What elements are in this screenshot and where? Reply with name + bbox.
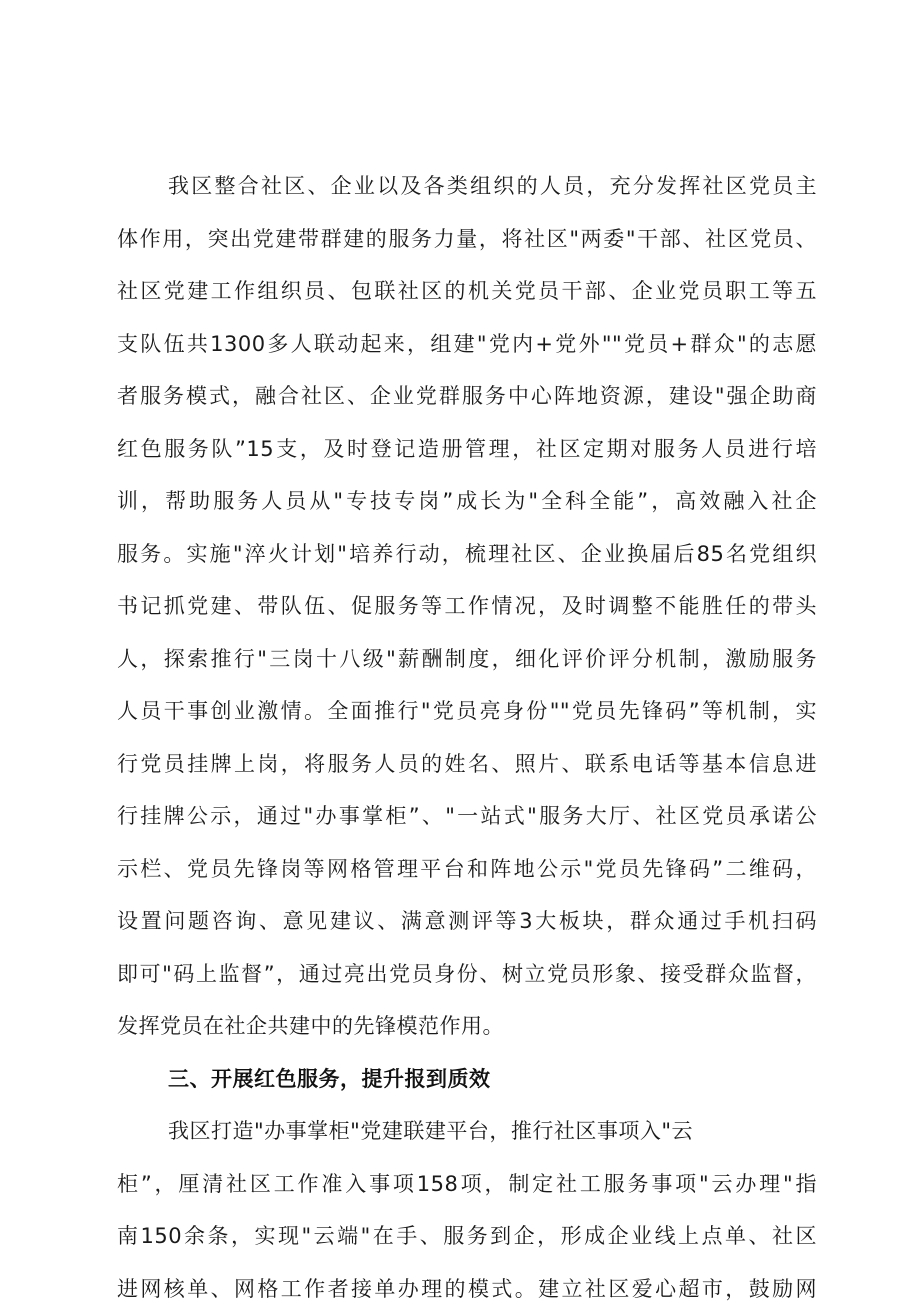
section-heading: 三、开展红色服务，提升报到质效 (117, 1053, 817, 1106)
text-line: 行党员挂牌上岗，将服务人员的姓名、照片、联系电话等基本信息进 (117, 738, 817, 791)
text-line: 服务。实施"淬火计划"培养行动，梳理社区、企业换届后85名党组织 (117, 528, 817, 581)
text-line: 发挥党员在社企共建中的先锋模范作用。 (117, 1000, 817, 1053)
text-line: 柜”，厘清社区工作准入事项158项，制定社工服务事项"云办理"指 (117, 1158, 817, 1211)
text-line: 人员干事创业激情。全面推行"党员亮身份""党员先锋码”等机制，实 (117, 685, 817, 738)
text-line: 我区打造"办事掌柜"党建联建平台，推行社区事项入"云 (117, 1105, 817, 1158)
text-line: 者服务模式，融合社区、企业党群服务中心阵地资源，建设"强企助商 (117, 370, 817, 423)
text-line: 训，帮助服务人员从"专技专岗”成长为"全科全能”，高效融入社企 (117, 475, 817, 528)
paragraph-1 (117, 160, 817, 1053)
text-line: 即可"码上监督”，通过亮出党员身份、树立党员形象、接受群众监督， (117, 948, 817, 1001)
text-line: 书记抓党建、带队伍、促服务等工作情况，及时调整不能胜任的带头 (117, 580, 817, 633)
paragraph-2 (117, 1105, 817, 1315)
text-line: 行挂牌公示，通过"办事掌柜”、"一站式"服务大厅、社区党员承诺公 (117, 790, 817, 843)
text-line: 进网核单、网格工作者接单办理的模式。建立社区爱心超市，鼓励网 (117, 1263, 817, 1315)
text-line: 人，探索推行"三岗十八级"薪酬制度，细化评价评分机制，激励服务 (117, 633, 817, 686)
text-line: 体作用，突出党建带群建的服务力量，将社区"两委"干部、社区党员、 (117, 213, 817, 266)
text-line: 示栏、党员先锋岗等网格管理平台和阵地公示"党员先锋码”二维码， (117, 843, 817, 896)
text-line: 我区整合社区、企业以及各类组织的人员，充分发挥社区党员主 (117, 160, 817, 213)
document-body (117, 160, 817, 1315)
text-line: 南150余条，实现"云端"在手、服务到企，形成企业线上点单、社区 (117, 1210, 817, 1263)
text-line: 红色服务队”15支，及时登记造册管理，社区定期对服务人员进行培 (117, 423, 817, 476)
text-line: 支队伍共1300多人联动起来，组建"党内+党外""党员+群众"的志愿 (117, 318, 817, 371)
text-line: 社区党建工作组织员、包联社区的机关党员干部、企业党员职工等五 (117, 265, 817, 318)
text-line: 设置问题咨询、意见建议、满意测评等3大板块，群众通过手机扫码 (117, 895, 817, 948)
